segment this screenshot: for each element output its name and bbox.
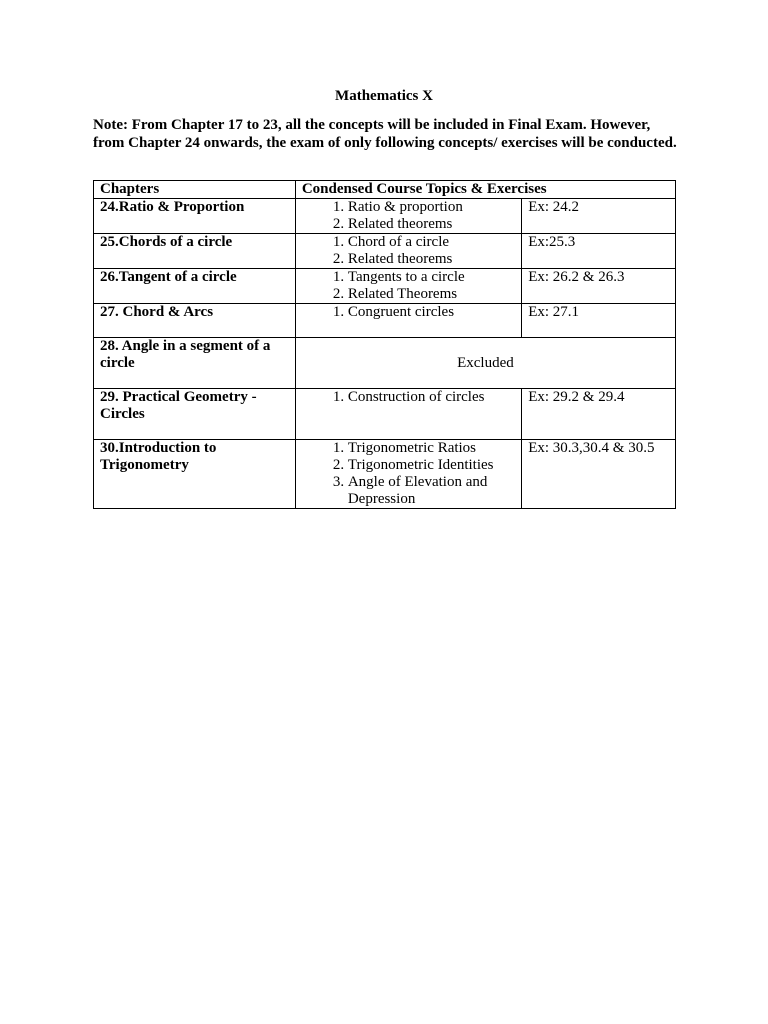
table-row (94, 269, 676, 304)
table-row (94, 440, 676, 509)
chapter-cell: 27. Chord & Arcs (94, 304, 296, 338)
topics-list (302, 440, 515, 508)
topic-item: 2. Related theorems (348, 216, 515, 233)
chapter-cell: 26.Tangent of a circle (94, 269, 296, 304)
exercise-cell: Ex:25.3 (522, 234, 676, 269)
chapter-cell: 30.Introduction to Trigonometry (94, 440, 296, 509)
table-row (94, 304, 676, 338)
syllabus-table (93, 180, 676, 509)
topics-list (302, 199, 515, 233)
chapter-cell: 25.Chords of a circle (94, 234, 296, 269)
topic-item: 1. Tangents to a circle (348, 269, 515, 286)
table-header-row (94, 181, 676, 199)
topics-cell (295, 389, 521, 440)
header-topics: Condensed Course Topics & Exercises (295, 181, 675, 199)
chapter-cell: 28. Angle in a segment of a circle (94, 338, 296, 389)
topics-cell (295, 199, 521, 234)
topic-item: 1. Ratio & proportion (348, 199, 515, 216)
topics-cell (295, 440, 521, 509)
exercise-cell: Ex: 27.1 (522, 304, 676, 338)
exercise-cell: Ex: 24.2 (522, 199, 676, 234)
topic-item: 1. Trigonometric Ratios (348, 440, 515, 457)
topic-item: 1. Construction of circles (348, 389, 515, 406)
topics-list (302, 304, 515, 321)
exercise-cell: Ex: 30.3,30.4 & 30.5 (522, 440, 676, 509)
excluded-cell: Excluded (295, 338, 675, 389)
topic-item: 1. Congruent circles (348, 304, 515, 321)
topic-item: 3. Angle of Elevation and Depression (348, 474, 515, 508)
topics-list (302, 269, 515, 303)
topics-cell (295, 304, 521, 338)
exam-note: Note: From Chapter 17 to 23, all the concepts will be included in Final Exam. However, from Chapter 24 onwards, the exam of only following concepts/ exercises will be conducted. (93, 117, 677, 151)
exercise-cell: Ex: 26.2 & 26.3 (522, 269, 676, 304)
topics-list (302, 389, 515, 406)
chapter-cell: 24.Ratio & Proportion (94, 199, 296, 234)
topic-item: 2. Related Theorems (348, 286, 515, 303)
document-title: Mathematics X (335, 88, 433, 104)
topic-item: 2. Related theorems (348, 251, 515, 268)
topics-cell (295, 234, 521, 269)
exercise-cell: Ex: 29.2 & 29.4 (522, 389, 676, 440)
topic-item: 2. Trigonometric Identities (348, 457, 515, 474)
topics-cell (295, 269, 521, 304)
table-row (94, 234, 676, 269)
table-row (94, 199, 676, 234)
topics-list (302, 234, 515, 268)
topic-item: 1. Chord of a circle (348, 234, 515, 251)
table-row (94, 389, 676, 440)
header-chapters: Chapters (94, 181, 296, 199)
chapter-cell: 29. Practical Geometry - Circles (94, 389, 296, 440)
table-row (94, 338, 676, 389)
